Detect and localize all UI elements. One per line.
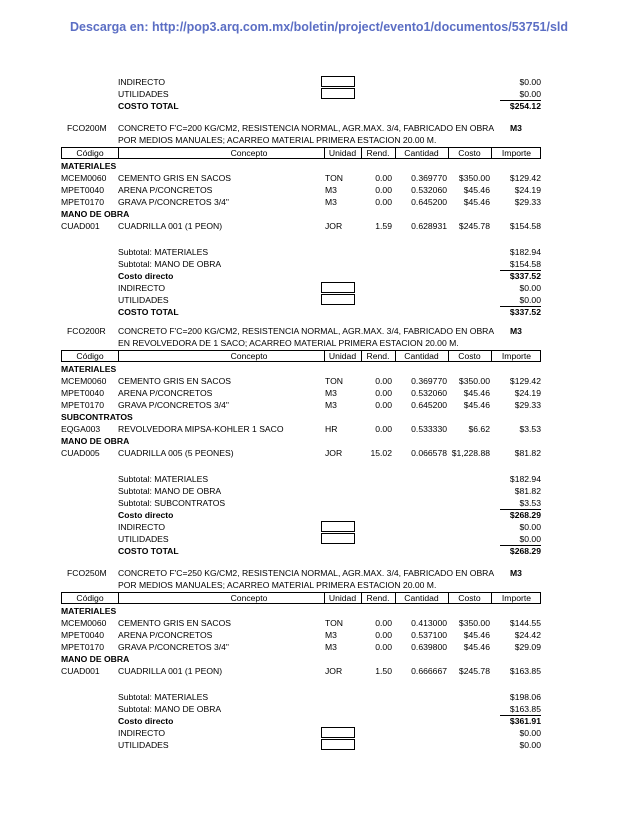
cell-cantidad: 0.413000 [411,618,447,628]
cell-rend: 0.00 [375,388,392,398]
header-importe: Importe [501,593,532,603]
cell-importe: $163.85 [509,666,541,676]
summary-label: Subtotal: MATERIALES [118,474,209,484]
cell-codigo: MPET0170 [61,400,104,410]
cell-importe: $81.82 [514,448,541,458]
summary-label: INDIRECTO [118,283,166,293]
summary-label: INDIRECTO [118,522,166,532]
header-unidad: Unidad [328,593,357,603]
cell-importe: $29.33 [514,197,541,207]
summary-row [0,258,638,270]
item-code: FCO200M [67,123,107,133]
cell-concepto: CEMENTO GRIS EN SACOS [118,618,232,628]
column-divider [395,148,396,158]
summary-value: $0.00 [519,77,541,87]
summary-label: Subtotal: MANO DE OBRA [118,259,222,269]
column-divider [118,148,119,158]
cell-codigo: CUAD001 [61,666,100,676]
cell-rend: 0.00 [375,642,392,652]
column-divider [324,351,325,361]
group-title-text: MANO DE OBRA [61,654,130,664]
cell-rend: 0.00 [375,376,392,386]
resource-row [0,665,638,677]
cell-costo: $6.62 [468,424,490,434]
cell-unidad: TON [325,173,343,183]
item-description: POR MEDIOS MANUALES; ACARREO MATERIAL PRIMERA ESTACION 20.00 M. [118,580,437,590]
summary-row [0,246,638,258]
header-concepto: Concepto [230,148,268,158]
summary-label: INDIRECTO [118,728,166,738]
carry-total-row [0,100,638,112]
summary-value: $268.29 [509,510,541,520]
percent-box [321,533,355,544]
cell-cantidad: 0.645200 [411,197,447,207]
header-codigo: Código [76,148,104,158]
group-title [0,605,638,617]
cell-cantidad: 0.532060 [411,388,447,398]
summary-row [0,294,638,306]
cell-rend: 15.02 [370,448,392,458]
summary-value: $0.00 [519,283,541,293]
item-code: FCO250M [67,568,107,578]
item-description: CONCRETO F'C=250 KG/CM2, RESISTENCIA NORMAL, AGR.MAX. 3/4, FABRICADO EN OBRA [118,568,495,578]
cell-costo: $45.46 [463,185,490,195]
summary-row [0,473,638,485]
cell-costo: $45.46 [463,388,490,398]
cell-codigo: MPET0040 [61,185,104,195]
column-divider [118,593,119,603]
cell-unidad: M3 [325,388,337,398]
cell-importe: $144.55 [509,618,541,628]
resource-row [0,629,638,641]
cell-importe: $154.58 [509,221,541,231]
cell-rend: 0.00 [375,630,392,640]
item-unit: M3 [510,123,522,133]
summary-value: $0.00 [500,88,541,101]
percent-box [321,88,355,99]
header-concepto: Concepto [230,593,268,603]
group-title-text: MANO DE OBRA [61,436,130,446]
summary-label: Costo directo [118,271,174,281]
header-cantidad: Cantidad [404,148,439,158]
carry-indirecto-row [0,76,638,88]
summary-row [0,306,638,318]
resource-row [0,641,638,653]
summary-row [0,282,638,294]
cell-rend: 0.00 [375,173,392,183]
summary-label: UTILIDADES [118,534,169,544]
item-description: POR MEDIOS MANUALES; ACARREO MATERIAL PRIMERA ESTACION 20.00 M. [118,135,437,145]
column-divider [361,351,362,361]
cell-rend: 0.00 [375,424,392,434]
header-codigo: Código [76,351,104,361]
resource-row [0,447,638,459]
item-description-cont [0,579,638,591]
percent-box [321,76,355,87]
cell-costo: $45.46 [463,400,490,410]
cell-importe: $3.53 [519,424,541,434]
cell-cantidad: 0.532060 [411,185,447,195]
summary-value: $268.29 [509,546,541,556]
cell-importe: $24.19 [514,185,541,195]
cell-costo: $245.78 [458,221,490,231]
cell-unidad: M3 [325,642,337,652]
cell-concepto: REVOLVEDORA MIPSA-KOHLER 1 SACO [118,424,284,434]
summary-value: $0.00 [500,533,541,546]
cell-concepto: CEMENTO GRIS EN SACOS [118,173,232,183]
column-divider [491,593,492,603]
column-divider [395,593,396,603]
summary-label: UTILIDADES [118,89,169,99]
cell-codigo: MPET0040 [61,630,104,640]
cell-unidad: JOR [325,666,343,676]
summary-label: Costo directo [118,510,174,520]
cell-rend: 1.59 [375,221,392,231]
header-importe: Importe [501,351,532,361]
header-cantidad: Cantidad [404,593,439,603]
column-divider [324,593,325,603]
cell-costo: $45.46 [463,197,490,207]
cell-cantidad: 0.639800 [411,642,447,652]
column-divider [491,148,492,158]
cell-rend: 0.00 [375,185,392,195]
summary-value: $361.91 [509,716,541,726]
cell-unidad: TON [325,618,343,628]
cell-rend: 0.00 [375,618,392,628]
carry-utilidades-row [0,88,638,100]
item-description-cont [0,134,638,146]
group-title [0,653,638,665]
column-divider [491,351,492,361]
header-costo: Costo [458,148,481,158]
summary-value: $337.52 [509,307,541,317]
group-title-text: MATERIALES [61,606,117,616]
summary-row [0,533,638,545]
group-title-text: MANO DE OBRA [61,209,130,219]
summary-value: $182.94 [509,474,541,484]
group-title-text: MATERIALES [61,161,117,171]
cell-unidad: M3 [325,197,337,207]
cell-unidad: M3 [325,400,337,410]
group-title [0,435,638,447]
summary-row [0,509,638,521]
item-code: FCO200R [67,326,106,336]
cell-rend: 1.50 [375,666,392,676]
summary-label: Subtotal: MATERIALES [118,247,209,257]
cell-concepto: ARENA P/CONCRETOS [118,185,213,195]
cell-importe: $24.42 [514,630,541,640]
cell-rend: 0.00 [375,400,392,410]
cell-unidad: M3 [325,185,337,195]
download-banner: Descarga en: http://pop3.arq.com.mx/boletin/project/evento1/documentos/53751/sld [69,20,569,34]
cell-concepto: CEMENTO GRIS EN SACOS [118,376,232,386]
cell-importe: $129.42 [509,376,541,386]
column-divider [361,593,362,603]
summary-label: Subtotal: MANO DE OBRA [118,704,222,714]
summary-row [0,715,638,727]
summary-row [0,727,638,739]
column-divider [361,148,362,158]
summary-row [0,270,638,282]
header-importe: Importe [501,148,532,158]
percent-box [321,282,355,293]
group-title [0,160,638,172]
percent-box [321,727,355,738]
group-title [0,411,638,423]
header-unidad: Unidad [328,148,357,158]
header-rend: Rend. [366,148,390,158]
item-description: EN REVOLVEDORA DE 1 SACO; ACARREO MATERIAL PRIMERA ESTACION 20.00 M. [118,338,459,348]
cell-concepto: ARENA P/CONCRETOS [118,388,213,398]
table-header [61,350,541,362]
summary-value: $154.58 [500,258,541,271]
summary-value: $182.94 [509,247,541,257]
resource-row [0,196,638,208]
header-rend: Rend. [366,351,390,361]
summary-value: $0.00 [519,740,541,750]
group-title [0,363,638,375]
resource-row [0,423,638,435]
cell-importe: $24.19 [514,388,541,398]
resource-row [0,375,638,387]
summary-row [0,703,638,715]
percent-box [321,521,355,532]
cell-cantidad: 0.066578 [411,448,447,458]
cell-codigo: CUAD005 [61,448,100,458]
cell-cantidad: 0.369770 [411,376,447,386]
cell-concepto: ARENA P/CONCRETOS [118,630,213,640]
cell-codigo: MCEM0060 [61,376,107,386]
column-divider [395,351,396,361]
summary-label: UTILIDADES [118,740,169,750]
summary-label: Subtotal: SUBCONTRATOS [118,498,226,508]
cell-codigo: MPET0040 [61,388,104,398]
resource-row [0,399,638,411]
cell-codigo: MCEM0060 [61,173,107,183]
cell-concepto: CUADRILLA 001 (1 PEON) [118,221,223,231]
cell-costo: $45.46 [463,642,490,652]
summary-value: $163.85 [500,703,541,716]
item-description: CONCRETO F'C=200 KG/CM2, RESISTENCIA NORMAL, AGR.MAX. 3/4, FABRICADO EN OBRA [118,123,495,133]
cell-rend: 0.00 [375,197,392,207]
cell-cantidad: 0.628931 [411,221,447,231]
header-cantidad: Cantidad [404,351,439,361]
group-title-text: SUBCONTRATOS [61,412,133,422]
column-divider [118,351,119,361]
cell-costo: $350.00 [458,618,490,628]
item-description-cont [0,337,638,349]
summary-label: COSTO TOTAL [118,101,179,111]
cell-concepto: GRAVA P/CONCRETOS 3/4" [118,197,229,207]
cell-costo: $350.00 [458,173,490,183]
percent-box [321,739,355,750]
header-rend: Rend. [366,593,390,603]
group-title-text: MATERIALES [61,364,117,374]
cell-importe: $129.42 [509,173,541,183]
summary-label: Costo directo [118,716,174,726]
cell-unidad: M3 [325,630,337,640]
cell-cantidad: 0.645200 [411,400,447,410]
column-divider [324,148,325,158]
summary-value: $198.06 [509,692,541,702]
summary-row [0,485,638,497]
summary-label: UTILIDADES [118,295,169,305]
summary-value: $337.52 [509,271,541,281]
cell-codigo: MPET0170 [61,197,104,207]
summary-label: COSTO TOTAL [118,307,179,317]
cell-cantidad: 0.537100 [411,630,447,640]
header-costo: Costo [458,593,481,603]
summary-row [0,739,638,751]
cell-cantidad: 0.369770 [411,173,447,183]
percent-box [321,294,355,305]
resource-row [0,220,638,232]
cell-importe: $29.33 [514,400,541,410]
resource-row [0,617,638,629]
cell-codigo: MCEM0060 [61,618,107,628]
resource-row [0,172,638,184]
column-divider [448,351,449,361]
summary-value: $0.00 [500,294,541,307]
group-title [0,208,638,220]
cell-cantidad: 0.533330 [411,424,447,434]
cell-unidad: TON [325,376,343,386]
header-unidad: Unidad [328,351,357,361]
summary-value: $254.12 [509,101,541,111]
cell-codigo: MPET0170 [61,642,104,652]
summary-value: $3.53 [500,497,541,510]
cell-concepto: CUADRILLA 001 (1 PEON) [118,666,223,676]
cell-costo: $45.46 [463,630,490,640]
cell-costo: $350.00 [458,376,490,386]
cell-importe: $29.09 [514,642,541,652]
summary-value: $0.00 [519,728,541,738]
cell-concepto: CUADRILLA 005 (5 PEONES) [118,448,234,458]
table-header [61,147,541,159]
cell-costo: $1,228.88 [451,448,490,458]
summary-value: $81.82 [514,486,541,496]
cell-unidad: JOR [325,448,343,458]
column-divider [448,148,449,158]
cell-codigo: EQGA003 [61,424,101,434]
summary-row [0,545,638,557]
item-header [0,325,638,337]
item-header [0,567,638,579]
summary-row [0,521,638,533]
header-codigo: Código [76,593,104,603]
header-concepto: Concepto [230,351,268,361]
cell-concepto: GRAVA P/CONCRETOS 3/4" [118,400,229,410]
item-unit: M3 [510,568,522,578]
table-header [61,592,541,604]
resource-row [0,387,638,399]
summary-label: INDIRECTO [118,77,166,87]
cell-costo: $245.78 [458,666,490,676]
cell-codigo: CUAD001 [61,221,100,231]
cell-unidad: HR [325,424,338,434]
item-description: CONCRETO F'C=200 KG/CM2, RESISTENCIA NORMAL, AGR.MAX. 3/4, FABRICADO EN OBRA [118,326,495,336]
resource-row [0,184,638,196]
summary-row [0,691,638,703]
header-costo: Costo [458,351,481,361]
cell-concepto: GRAVA P/CONCRETOS 3/4" [118,642,229,652]
column-divider [448,593,449,603]
summary-label: Subtotal: MATERIALES [118,692,209,702]
summary-row [0,497,638,509]
summary-label: COSTO TOTAL [118,546,179,556]
summary-label: Subtotal: MANO DE OBRA [118,486,222,496]
cell-unidad: JOR [325,221,343,231]
summary-value: $0.00 [519,522,541,532]
item-unit: M3 [510,326,522,336]
cell-cantidad: 0.666667 [411,666,447,676]
item-header [0,122,638,134]
